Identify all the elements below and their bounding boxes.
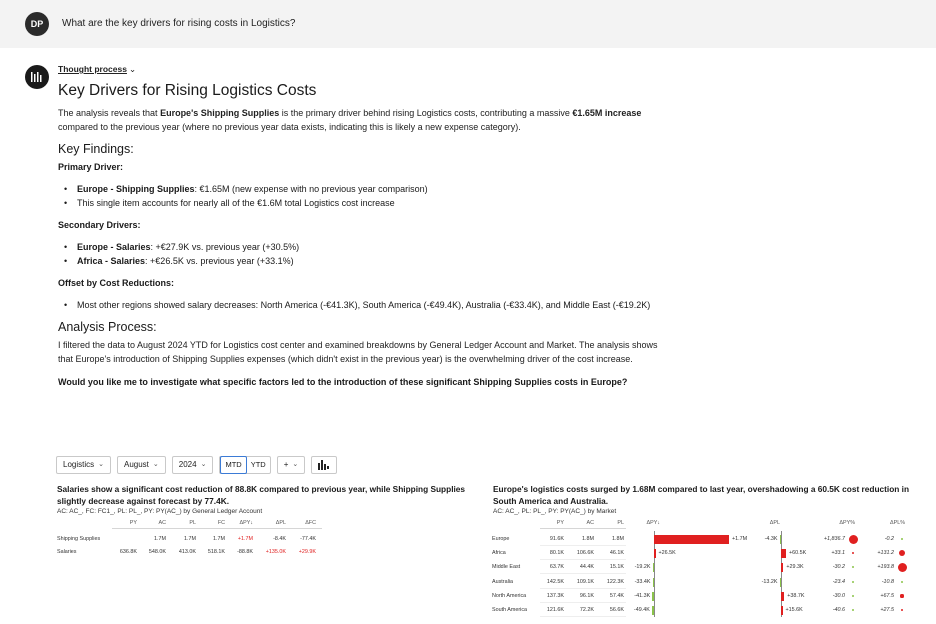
header-divider [112,528,322,529]
chevron-down-icon: ⌄ [128,64,137,74]
dpy-bar [652,592,654,601]
table-cell: +29.9K [298,549,316,555]
dpl-pct-marker [898,563,907,572]
user-avatar: DP [25,12,49,36]
column-header: ΔPL [275,520,286,526]
bullet-text: : +€26.5K vs. previous year (+33.1%) [145,256,294,266]
row-divider [540,602,626,603]
dpl-bar [781,563,783,572]
chevron-down-icon: ⌄ [200,461,207,468]
dpl-pct-label: +131.2 [877,550,894,556]
answer-intro [58,106,668,134]
dpl-pct-marker [901,538,903,540]
column-header: AC [158,520,166,526]
secondary-drivers-label: Secondary Drivers: [58,220,141,230]
dpy-label: -33.4K [634,579,651,585]
bullet-item [58,182,668,196]
dpy-label: -41.3K [634,593,651,599]
right-card-title: Europe's logistics costs surged by 1.68M compared to last year, overshadowing a 60.5K cost reduction in South America and Australia. [493,484,910,506]
dpy-pct-marker [852,581,854,583]
dpy-pct-marker [849,535,858,544]
dpy-pct-label: +1,836.7 [823,536,845,542]
dpy-label: -49.4K [633,607,650,613]
row-label: Middle East [492,564,521,570]
dpy-bar [654,535,729,544]
header-divider [540,528,626,529]
table-cell: +135.0K [265,549,286,555]
table-cell: 518.1K [207,549,225,555]
bullet-item [58,298,668,312]
dpy-pct-label: +33.1 [831,550,845,556]
table-cell: 1.8M [612,536,624,542]
dpy-label: +26.5K [658,550,676,556]
row-label: Africa [492,550,506,556]
table-cell: 80.1K [549,550,564,556]
dpl-label: +60.5K [789,550,807,556]
dpl-pct-marker [899,550,905,556]
dpl-label: +29.3K [786,564,804,570]
dpl-pct-marker [900,594,903,597]
left-card-title: Salaries show a significant cost reduction of 88.8K compared to previous year, while Shipping Supplies slightly decrease against forecast by 77.4K. [57,484,466,506]
bullet-text: This single item accounts for nearly all of the €1.6M total Logistics cost increase [77,198,395,208]
dpy-bar [654,549,656,558]
table-cell: 137.3K [546,593,564,599]
thought-process-label[interactable]: Thought process [58,64,127,74]
row-label: Salaries [57,549,77,555]
bullet-item [58,196,668,210]
row-label: Europe [492,536,510,542]
chevron-down-icon: ⌄ [152,461,159,468]
right-card-subtitle: AC: AC_, PL: PL_, PY: PY(AC_) by Market [493,508,617,515]
row-divider [540,588,626,589]
table-cell: -88.8K [237,549,253,555]
dpy-pct-label: -23.4 [832,579,845,585]
dpy-pct-marker [852,566,854,568]
table-cell: 91.6K [549,536,564,542]
bullet-text: : +€27.9K vs. previous year (+30.5%) [150,242,300,252]
dpy-pct-marker [852,595,854,597]
assistant-answer [58,64,668,387]
left-card-subtitle: AC: AC_, FC: FC1_, PL: PL_, PY: PY(AC_) by General Ledger Account [57,508,263,515]
bullet-item [58,254,668,268]
year-dropdown[interactable] [172,456,214,474]
dpy-pct-marker [852,552,854,554]
user-question: What are the key drivers for rising costs in Logistics? [62,18,296,29]
primary-driver-label: Primary Driver: [58,162,124,172]
row-divider [540,616,626,617]
table-cell: 1.8M [582,536,594,542]
column-header: ΔPY↓ [646,520,660,526]
intro-bold: €1.65M increase [572,108,642,118]
table-cell: 44.4K [579,564,594,570]
column-header: PL [189,520,196,526]
dpy-pct-label: -40.6 [832,607,845,613]
row-label: North America [492,593,527,599]
column-header: PY [129,520,137,526]
column-header: ΔPY↓ [239,520,253,526]
dpl-pct-marker [901,581,903,583]
table-cell: 636.8K [119,549,137,555]
dpl-pct-label: -0.2 [884,536,894,542]
dpl-bar [781,592,784,601]
offset-list [58,298,668,312]
table-cell: 121.6K [546,607,564,613]
answer-title: Key Drivers for Rising Logistics Costs [58,82,317,99]
dpy-bar [653,578,655,587]
row-divider [540,573,626,574]
dpl-pct-label: +67.5 [880,593,894,599]
intro-text: The analysis reveals that [58,108,161,118]
secondary-drivers-list [58,240,668,268]
dpl-axis [781,531,782,617]
table-cell: 1.7M [184,536,196,542]
bullet-bold: Europe - Shipping Supplies [77,184,195,194]
table-cell: 1.7M [213,536,225,542]
add-button[interactable] [277,456,306,474]
chevron-down-icon: ⌄ [98,461,104,468]
intro-text: compared to the previous year (where no previous year data exists, indicating this is likely a new expense category). [58,122,521,132]
column-header: FC [217,520,225,526]
row-divider [540,545,626,546]
offset-label: Offset by Cost Reductions: [58,278,175,288]
dpy-label: +1.7M [732,536,748,542]
dpl-bar [781,606,783,615]
table-cell: 109.1K [576,579,594,585]
dpy-bar [652,606,654,615]
dpl-label: -13.2K [761,579,778,585]
chevron-down-icon: ⌄ [292,461,299,468]
dpl-bar [780,578,782,587]
report-toolbar [56,456,337,474]
table-cell: 56.6K [609,607,624,613]
table-cell: 413.0K [178,549,196,555]
table-cell: +1.7M [237,536,253,542]
key-findings-heading: Key Findings: [58,142,134,156]
table-cell: 548.0K [148,549,166,555]
table-cell: 63.7K [549,564,564,570]
dpl-pct-label: +193.8 [877,564,894,570]
chart-settings-button[interactable] [311,456,337,474]
dpl-bar [780,535,782,544]
account-dropdown[interactable] [56,456,111,474]
dpl-label: -4.3K [764,536,778,542]
user-message-bar [0,0,936,48]
thought-process-toggle[interactable] [58,64,668,78]
dpy-pct-marker [852,609,854,611]
dpl-label: +15.6K [785,607,803,613]
table-cell: 72.2K [579,607,594,613]
dpl-pct-marker [901,609,903,611]
column-header: ΔFC [305,520,316,526]
followup-question: Would you like me to investigate what specific factors led to the introduction of these significant Shipping Supplies costs in Europe? [58,377,628,387]
table-cell: -77.4K [300,536,316,542]
table-cell: 106.6K [576,550,594,556]
analysis-process-heading: Analysis Process: [58,320,157,334]
assistant-avatar [25,65,49,89]
bullet-bold: Africa - Salaries [77,256,146,266]
row-label: South America [492,607,528,613]
dpl-label: +38.7K [787,593,805,599]
column-header: ΔPL [769,520,780,526]
bullet-item [58,240,668,254]
column-header: PY [556,520,564,526]
table-cell: 15.1K [609,564,624,570]
mtd-button[interactable]: MTD [220,456,246,474]
table-cell: 1.7M [154,536,166,542]
year-value: 2024 [178,460,197,469]
row-label: Shipping Supplies [57,536,101,542]
table-cell: 46.1K [609,550,624,556]
column-header: PL [617,520,624,526]
dpy-pct-label: -30.2 [832,564,845,570]
account-value: Logistics [63,460,95,469]
column-header: AC [586,520,594,526]
analysis-process-text: I filtered the data to August 2024 YTD for Logistics cost center and examined breakdowns by General Ledger Account and Market. The analysis shows that Europe's introduction of Shipping Supplies expenses (which didn't exist in the previous year) is the overwhelming driver of the cost increase. [58,340,658,364]
assistant-logo-icon [31,72,43,82]
dpl-pct-label: +27.5 [880,607,894,613]
primary-driver-list [58,182,668,210]
chart-settings-icon [318,460,330,470]
dpy-bar [653,563,655,572]
column-header: ΔPL% [890,520,905,526]
dpl-bar [781,549,786,558]
table-cell: 57.4K [609,593,624,599]
plus-icon: + [283,460,289,469]
period-toggle [219,456,270,474]
bullet-text: Most other regions showed salary decreases: North America (-€41.3K), South America (-€49.4K), Australia (-€33.4K), and Middle East (-€19.2K) [77,300,651,310]
ytd-button[interactable]: YTD [250,460,266,469]
intro-text: is the primary driver behind rising Logistics costs, contributing a massive [279,108,573,118]
dpy-pct-label: -30.0 [832,593,845,599]
row-label: Australia [492,579,513,585]
month-value: August [124,460,149,469]
dpy-label: -19.2K [634,564,651,570]
dpl-pct-label: -10.8 [881,579,894,585]
column-header: ΔPY% [839,520,855,526]
bullet-bold: Europe - Salaries [77,242,151,252]
row-divider [540,559,626,560]
intro-bold: Europe's Shipping Supplies [160,108,280,118]
bullet-text: : €1.65M (new expense with no previous year comparison) [194,184,428,194]
table-cell: -8.4K [273,536,286,542]
table-cell: 142.5K [546,579,564,585]
table-cell: 96.1K [579,593,594,599]
table-cell: 122.3K [606,579,624,585]
month-dropdown[interactable] [117,456,166,474]
